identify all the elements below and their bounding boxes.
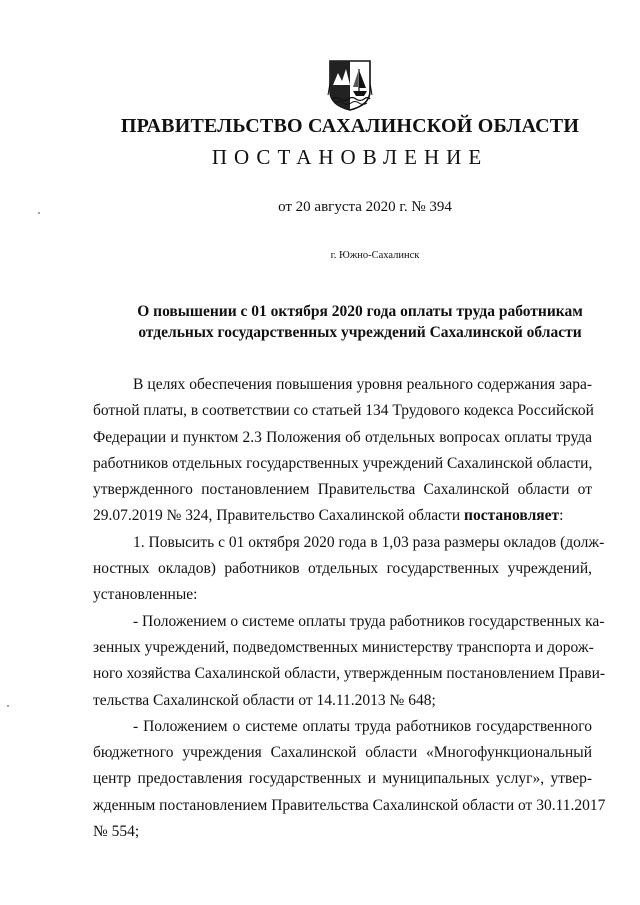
body-line: № 554; [93, 823, 140, 841]
body-line: - Положением о системе оплаты труда работников государственного [133, 717, 592, 735]
body-line: установленные: [93, 586, 198, 604]
body-line: бюджетного учреждения Сахалинской области «Многофункциональный [93, 744, 592, 762]
body-line: Федерации и пунктом 2.3 Положения об отдельных вопросах оплаты труда [93, 428, 592, 446]
body-line: ностных окладов) работников отдельных государственных учреждений, [93, 560, 592, 578]
body-line: ботной платы, в соответствии со статьей 134 Трудового кодекса Российской [93, 402, 594, 420]
heading-line: О повышении с 01 октября 2020 года оплаты труда работникам [137, 303, 583, 320]
document-body [93, 372, 606, 845]
body-line: ного хозяйства Сахалинской области, утвержденным постановлением Прави- [93, 665, 606, 683]
heading-line: отдельных государственных учреждений Сахалинской области [138, 324, 582, 341]
sakhalin-coat-of-arms-icon [327, 55, 373, 111]
scan-speck [7, 705, 9, 707]
body-line: тельства Сахалинской области от 14.11.2013 № 648; [93, 691, 436, 709]
body-text: : [559, 507, 564, 525]
document-city: г. Южно-Сахалинск [330, 250, 420, 261]
document-heading [100, 301, 620, 343]
body-line: - Положением о системе оплаты труда работников государственных ка- [133, 612, 605, 630]
body-line: жденным постановлением Правительства Сахалинской области от 30.11.2017 [93, 796, 606, 814]
document-type: ПОСТАНОВЛЕНИЕ [211, 145, 489, 169]
body-line: работников отдельных государственных учреждений Сахалинской области, [93, 454, 593, 472]
body-text: 29.07.2019 № 324, Правительство Сахалинской области [93, 507, 465, 525]
body-line: центр предоставления государственных и муниципальных услуг», утвер- [93, 770, 592, 788]
body-line [93, 503, 592, 529]
document-date-number: от 20 августа 2020 г. № 394 [278, 199, 452, 215]
body-line: 1. Повысить с 01 октября 2020 года в 1,03 раза размеры окладов (долж- [133, 533, 605, 551]
government-name: ПРАВИТЕЛЬСТВО САХАЛИНСКОЙ ОБЛАСТИ [120, 115, 580, 137]
body-line: зенных учреждений, подведомственных министерству транспорта и дорож- [93, 638, 594, 656]
body-line: В целях обеспечения повышения уровня реального содержания зара- [133, 376, 592, 393]
decree-verb: постановляет [464, 507, 560, 525]
body-line: утвержденного постановлением Правительства Сахалинской области от [93, 481, 592, 499]
scan-speck [38, 212, 40, 214]
